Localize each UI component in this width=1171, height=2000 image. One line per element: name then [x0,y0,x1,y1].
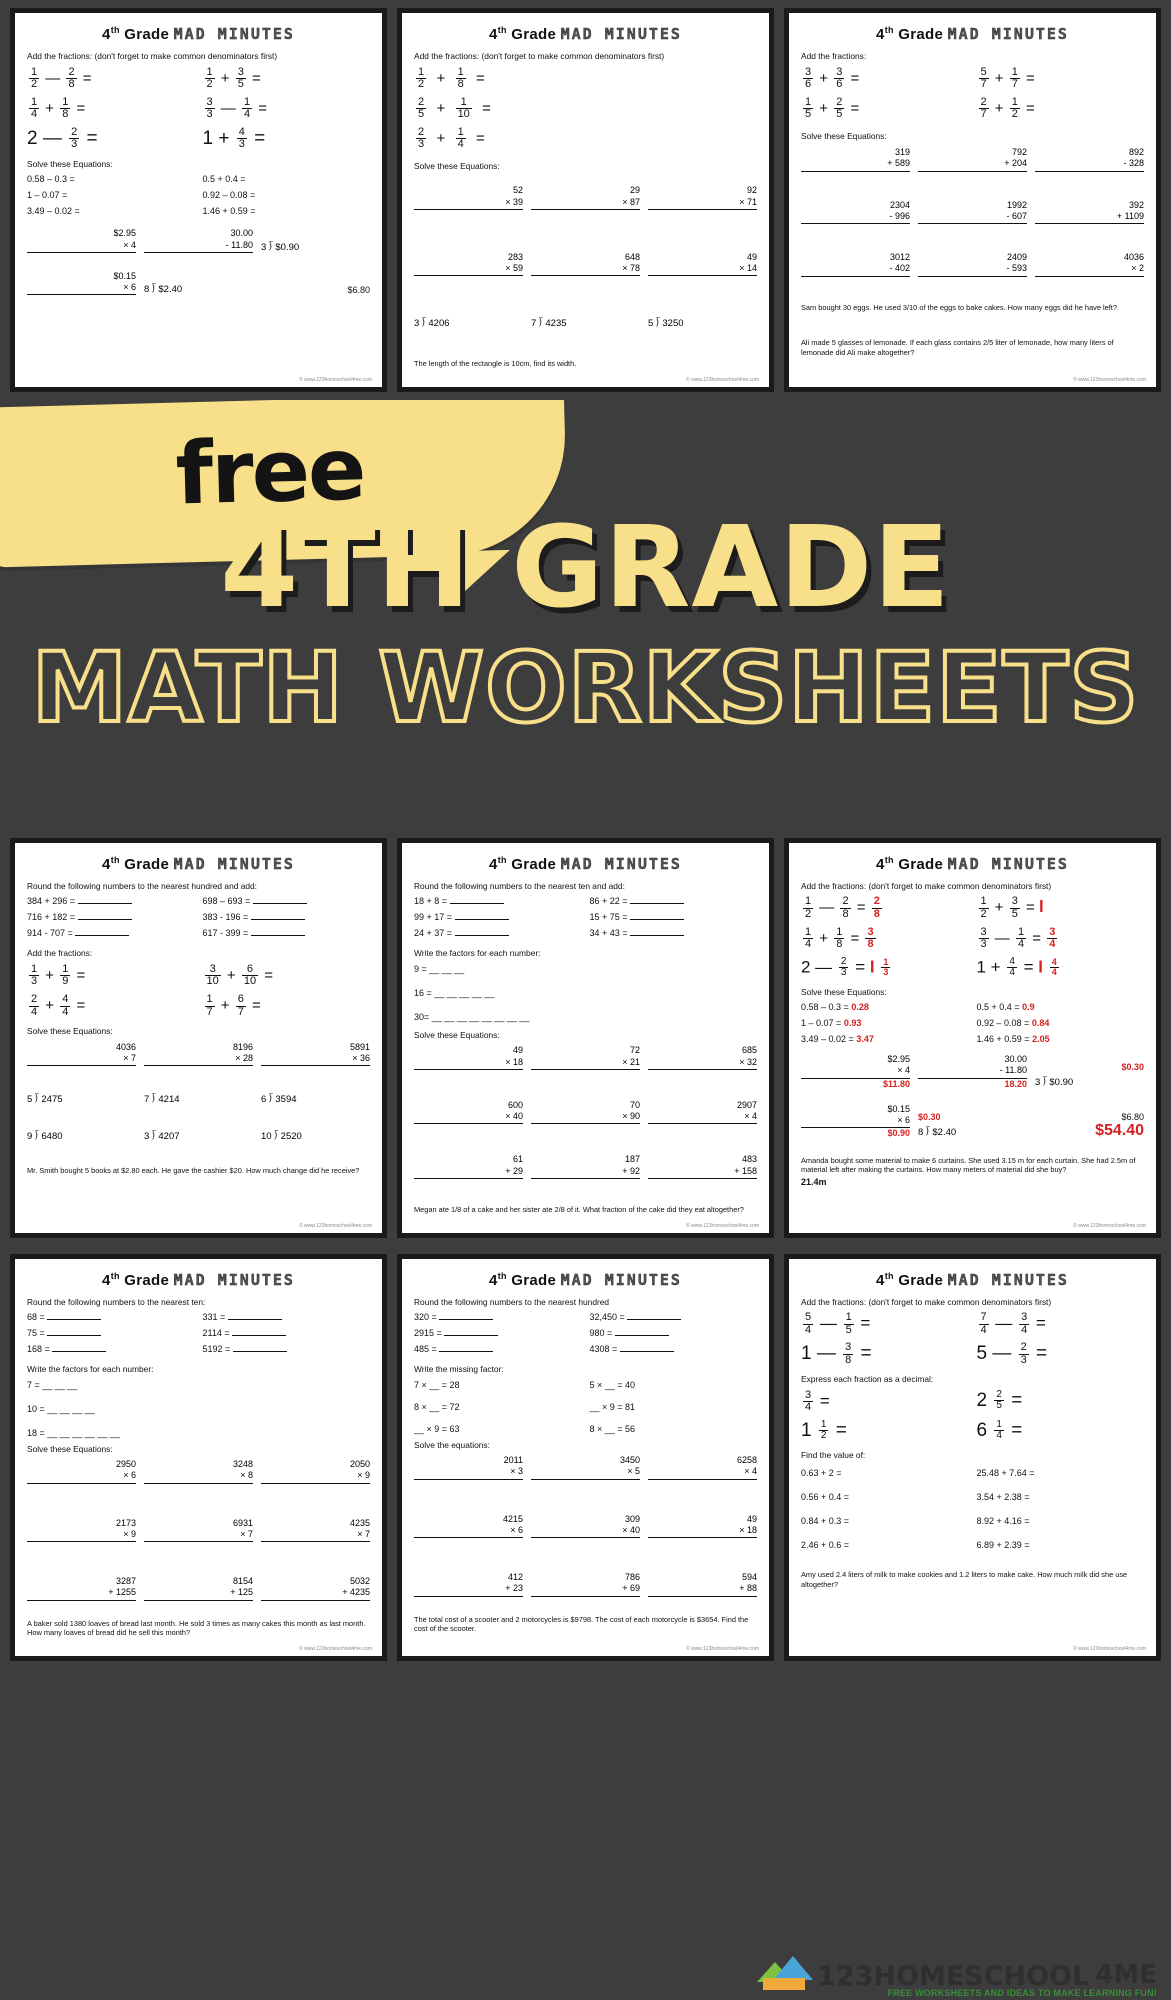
credit: © www.123homeschool4me.com [686,376,759,383]
fraction-problem: $\frac{7}{4}$ — $\frac{3}{4}$ = [980,1311,1046,1336]
column-problem: 6931 × 7 [144,1518,253,1543]
column-problem: 2011 × 3 [414,1455,523,1480]
column-problem: 3287 + 1255 [27,1576,136,1601]
equation: 0.58 – 0.3 = 0.28 [801,1002,869,1013]
division-problem: 6 ⟌ 3594 [261,1094,297,1106]
instruction-equations: Solve these Equations: [27,158,113,169]
missing-factor-problem: 8 × __ = 56 [589,1423,636,1434]
column-problem: $0.15 × 6 $0.90 [801,1104,910,1140]
equation: 1.46 + 0.59 = [202,206,256,217]
column-problem: 283 × 59 [414,252,523,277]
worksheet-thumbnail-3[interactable] [784,8,1161,392]
equation: 2.46 + 0.6 = [801,1540,850,1551]
page-subtitle: MATH WORKSHEETS [31,631,1140,744]
word-problem: The length of the rectangle is 10cm, find its width. [414,359,577,369]
column-problem: 5891 × 36 [261,1042,370,1067]
sheet-title-word: Grade [124,26,170,43]
word-problem-answer: 21.4m [801,1176,827,1187]
rounding-problem: 384 + 296 = [27,896,195,906]
rounding-problem: 68 = [27,1312,195,1322]
rounding-problem: 485 = [414,1344,582,1354]
word-problem: The total cost of a scooter and 2 motorcycles is $9798. The cost of each motorcycle is $3654. Find the cost of the scooter. [414,1614,749,1634]
answer: $0.90 [887,1128,910,1139]
rounding-problem: 4308 = [590,1344,758,1354]
equation: 3.49 – 0.02 = [27,206,80,217]
column-problem: 49 × 18 [414,1045,523,1070]
answer-blank[interactable] [439,1319,493,1320]
instruction-equations: Solve these Equations: [801,130,887,141]
worksheet-thumbnail-9[interactable] [784,1254,1161,1661]
worksheet-thumbnail-5[interactable] [397,838,774,1238]
instruction-equations: Solve these Equations: [27,1026,113,1037]
fraction-to-decimal-problem: 6 $\frac{1}{4}$ = [976,1418,1023,1442]
division-problem: 5 ⟌ 2475 [27,1094,63,1106]
money-value: $6.80 [347,285,370,296]
equation: 0.5 + 0.4 = 0.9 [976,1002,1035,1013]
logo-homeschool: HOMESCHOOL [873,1961,1090,1992]
column-problem: 4036 × 7 [27,1042,136,1067]
column-problem: $2.95 × 4 $11.80 [801,1054,910,1090]
credit: © www.123homeschool4me.com [1073,376,1146,383]
answer: 2.05 [1032,1034,1050,1045]
factor-problem: 16 = __ __ __ __ __ [414,987,495,998]
division-problem: $0.30 8 ⟌ $2.40 [918,1112,1027,1140]
column-problem: 792 + 204 [918,147,1027,172]
fraction-problem: $\frac{5}{4}$ — $\frac{1}{5}$ = [805,1311,871,1336]
division-problem: 3 ⟌ 4207 [144,1131,180,1143]
answer-blank[interactable] [47,1319,101,1320]
column-problem: 72 × 21 [531,1045,640,1070]
missing-factor-problem: __ × 9 = 81 [589,1401,636,1412]
column-problem: 70 × 90 [531,1100,640,1125]
column-problem: 3450 × 5 [531,1455,640,1480]
column-problem: 49 × 14 [648,252,757,277]
missing-factor-problem: __ × 9 = 63 [414,1423,460,1434]
fraction-to-decimal-problem: $\frac{3}{4}$ = [805,1388,830,1414]
column-problem: 8196 × 28 [144,1042,253,1067]
column-problem: 483 + 158 [648,1154,757,1179]
word-problem: A baker sold 1380 loaves of bread last month. He sold 3 times as many cakes this month as last month. How many loaves of bread did he sell this month? [27,1618,366,1638]
equation: 0.56 + 0.4 = [801,1492,850,1503]
fraction-problem: $\frac{1}{2}$ — $\frac{2}{8}$ = $\frac{2}{8}$ [805,895,880,920]
column-problem: 61 + 29 [414,1154,523,1179]
column-problem: 8154 + 125 [144,1576,253,1601]
answer-blank[interactable] [455,935,509,936]
rounding-problem: 34 + 43 = [590,928,758,938]
instruction-factors: Write the factors for each number: [27,1364,154,1375]
column-problem: 30.00 - 11.80 18.20 [918,1054,1027,1090]
worksheet-thumbnail-7[interactable] [10,1254,387,1661]
answer: $0.30 [918,1111,941,1122]
answer-blank[interactable] [251,919,305,920]
equation: 0.5 + 0.4 = [202,174,246,185]
answer: 0.9 [1022,1002,1035,1013]
sheet-title: 4th Grade MAD MINUTES [489,854,682,873]
equation: 0.92 – 0.08 = [202,190,256,201]
instruction-fractions: Add the fractions: (don't forget to make common denominators first) [801,1296,1052,1307]
fraction-problem: $\frac{3}{6}$ + $\frac{3}{6}$ = [805,65,860,91]
fraction-problem: $\frac{1}{2}$ + $\frac{3}{5}$ = [206,65,261,91]
answer-blank[interactable] [630,919,684,920]
equation: 1 – 0.07 = [27,190,68,201]
column-problem: 52 × 39 [414,185,523,210]
sheet-title-grade: 4 [102,26,111,43]
word-problem: Megan ate 1/8 of a cake and her sister ate 2/8 of it. What fraction of the cake did they eat altogether? [414,1204,744,1214]
fraction-problem: $\frac{5}{7}$ + $\frac{1}{7}$ = [980,65,1035,91]
factor-problem: 10 = __ __ __ __ [27,1403,95,1414]
fraction-problem: 1 + $\frac{4}{3}$ = [202,125,266,151]
division-problem: 10 ⟌ 2520 [261,1131,302,1143]
instruction-rounding: Round the following numbers to the nearest ten: [27,1296,206,1307]
fraction-problem: $\frac{1}{5}$ + $\frac{2}{5}$ = [805,95,860,121]
logo-wordmark [817,1963,1089,1990]
money-value: $6.80 $54.40 [1035,1112,1144,1140]
instruction-equations: Solve these Equations: [801,986,887,997]
equation: 25.48 + 7.64 = [976,1468,1035,1479]
logo-4me: 4ME [1095,1960,1157,1990]
answer-blank[interactable] [233,1351,287,1352]
column-problem: 892 - 328 [1035,147,1144,172]
column-problem: 30.00 - 11.80 [144,228,253,253]
instruction-rounding: Round the following numbers to the nearest hundred [414,1296,610,1307]
answer: 0.93 [843,1018,862,1029]
rounding-problem: 914 - 707 = [27,928,195,938]
equation: 8.92 + 4.16 = [976,1516,1030,1527]
equation: 1.46 + 0.59 = 2.05 [976,1034,1050,1045]
rounding-problem: 32,450 = [590,1312,758,1322]
instruction-decimal: Express each fraction as a decimal: [801,1374,934,1385]
rounding-problem: 2114 = [203,1328,371,1338]
rounding-problem: 320 = [414,1312,582,1322]
answer-blank[interactable] [450,903,504,904]
column-problem: 2907 × 4 [648,1100,757,1125]
column-problem: 648 × 78 [531,252,640,277]
fraction-problem: $\frac{1}{3}$ + $\frac{1}{9}$ = [31,962,86,988]
column-problem: 685 × 32 [648,1045,757,1070]
worksheet-grid-top [0,0,1171,400]
rounding-problem: 86 + 22 = [590,896,758,906]
credit: © www.123homeschool4me.com [299,1222,372,1229]
fraction-to-decimal-problem: 2 $\frac{2}{5}$ = [976,1388,1023,1412]
column-problem: 319 + 589 [801,147,910,172]
fraction-problem: $\frac{1}{2}$ + $\frac{1}{8}$ = [418,65,485,91]
fraction-problem: $\frac{1}{4}$ + $\frac{1}{8}$ = $\frac{3}{8}$ [805,925,874,951]
instruction-equations: Solve these Equations: [414,160,500,171]
worksheet-thumbnail-2[interactable] [397,8,774,392]
division-problem: 8 ⟌ $2.40 [144,284,183,296]
worksheet-thumbnail-6-answer-key[interactable] [784,838,1161,1238]
column-problem: 1992 - 607 [918,200,1027,225]
fraction-problem: $\frac{2}{7}$ + $\frac{1}{2}$ = [980,95,1035,121]
credit: © www.123homeschool4me.com [299,376,372,383]
equation: 3.54 + 2.38 = [976,1492,1030,1503]
fraction-problem: 2 — $\frac{2}{3}$ = [27,125,98,151]
fraction-to-decimal-problem: 1 $\frac{1}{2}$ = [801,1418,847,1442]
column-problem: 29 × 87 [531,185,640,210]
instruction-find-value: Find the value of: [801,1449,866,1460]
fraction-problem: $\frac{2}{5}$ + $\frac{1}{10}$ = [418,95,491,121]
answer-blank[interactable] [232,1335,286,1336]
worksheet-thumbnail-4[interactable] [10,838,387,1238]
fraction-problem: $\frac{3}{3}$ — $\frac{1}{4}$ = [206,95,268,121]
answer: $54.40 [1095,1121,1144,1139]
column-problem: $0.15 × 6 [27,271,136,296]
instruction-fractions: Add the fractions: (don't forget to make common denominators first) [27,51,278,61]
answer-blank[interactable] [455,919,509,920]
factor-problem: 9 = __ __ __ [414,963,465,974]
rounding-problem: 617 - 399 = [203,928,371,938]
division-problem: 3 ⟌ $0.90 [261,241,300,253]
sheet-title [27,25,370,43]
column-problem: 392 + 1109 [1035,200,1144,225]
answer: 0.84 [1031,1018,1050,1029]
column-problem: 3248 × 8 [144,1459,253,1484]
answer-blank[interactable] [615,1335,669,1336]
column-problem: 412 + 23 [414,1572,523,1597]
instruction-equations: Solve the equations: [414,1439,490,1450]
column-problem: 2050 × 9 [261,1459,370,1484]
word-problem: Sam bought 30 eggs. He used 3/10 of the eggs to bake cakes. How many eggs did he have left? [801,302,1117,312]
fraction-problem: $\frac{1}{2}$ + $\frac{3}{5}$ = l [980,895,1044,920]
column-problem: $2.95 × 4 [27,228,136,253]
answer-blank[interactable] [52,1351,106,1352]
rounding-problem: 99 + 17 = [414,912,582,922]
fraction-problem: $\frac{1}{4}$ + $\frac{1}{8}$ = [31,95,86,121]
column-problem: 600 × 40 [414,1100,523,1125]
answer-blank[interactable] [228,1319,282,1320]
sheet-title: 4th Grade MAD MINUTES [876,1270,1069,1289]
sheet-title: 4th Grade MAD MINUTES [489,25,682,43]
sheet-title: 4th Grade MAD MINUTES [102,854,295,873]
division-problem: 3 ⟌ 4206 [414,318,450,330]
division-problem: 7 ⟌ 4214 [144,1094,180,1106]
house-base [763,1978,805,1990]
answer-blank[interactable] [630,903,684,904]
instruction-fractions: Add the fractions: [801,51,867,61]
rounding-problem: 75 = [27,1328,195,1338]
page-title: 4TH GRADE [220,502,951,633]
rounding-problem: 15 + 75 = [590,912,758,922]
credit: © www.123homeschool4me.com [686,1222,759,1229]
worksheet-thumbnail-8[interactable] [397,1254,774,1661]
fraction-problem: $\frac{3}{3}$ — $\frac{1}{4}$ = $\frac{3}{4}$ [980,925,1056,951]
rounding-problem: 2915 = [414,1328,582,1338]
answer-blank[interactable] [253,903,307,904]
instruction-missing-factor: Write the missing factor: [414,1364,504,1375]
answer: $11.80 [882,1078,910,1089]
column-problem: 92 × 71 [648,185,757,210]
free-label: free [174,419,366,525]
rounding-problem: 18 + 8 = [414,896,582,906]
equation: 1 – 0.07 = 0.93 [801,1018,862,1029]
answer: 18.20 [1004,1078,1027,1089]
column-problem: 3012 - 402 [801,252,910,277]
title-banner [0,400,1171,830]
answer-blank[interactable] [439,1351,493,1352]
column-problem: 2173 × 9 [27,1518,136,1543]
rounding-problem: 980 = [590,1328,758,1338]
rounding-problem: 716 + 182 = [27,912,195,922]
instruction-rounding: Round the following numbers to the nearest ten and add: [414,880,625,891]
division-problem: 7 ⟌ 4235 [531,318,567,330]
instruction-equations: Solve these Equations: [414,1029,500,1040]
word-problem: Mr. Smith bought 5 books at $2.80 each. He gave the cashier $20. How much change did he receive? [27,1166,360,1176]
factor-problem: 7 = __ __ __ [27,1379,78,1390]
logo-123: 123 [817,1961,874,1992]
house-icon [757,1956,811,1990]
answer-blank[interactable] [620,1351,674,1352]
word-problem: Ali made 5 glasses of lemonade. If each glass contains 2/5 liter of lemonade, how many liters of lemonade did Ali make altogether? [801,338,1114,357]
logo-tagline: FREE WORKSHEETS AND IDEAS TO MAKE LEARNING FUN! [887,1988,1157,1998]
answer: 0.28 [851,1002,869,1013]
word-problem: Amy used 2.4 liters of milk to make cookies and 1.2 liters to make cake. How much milk did she use altogether? [801,1570,1128,1589]
column-problem: 2950 × 6 [27,1459,136,1484]
sheet-title-sup: th [110,25,120,35]
rounding-problem: 331 = [203,1312,371,1322]
column-problem: 594 + 88 [648,1572,757,1597]
division-problem: 5 ⟌ 3250 [648,318,684,330]
fraction-problem: $\frac{2}{4}$ + $\frac{4}{4}$ = [31,993,86,1018]
column-problem: 4235 × 7 [261,1518,370,1543]
worksheet-grid-middle [0,830,1171,1246]
sheet-title: 4th Grade MAD MINUTES [489,1270,682,1289]
credit: © www.123homeschool4me.com [299,1645,372,1652]
factor-problem: 18 = __ __ __ __ __ __ [27,1427,120,1438]
instruction-fractions: Add the fractions: (don't forget to make common denominators first) [801,880,1052,891]
column-problem: 2304 - 996 [801,200,910,225]
sheet-title: 4th Grade MAD MINUTES [102,1270,295,1289]
fraction-problem: $\frac{2}{3}$ + $\frac{1}{4}$ = [418,125,485,151]
division-problem: $0.30 3 ⟌ $0.90 [1035,1061,1144,1088]
word-problem: Amanda bought some material to make 6 curtains. She used 3.15 m for each curtain. She had 2.5m of material left after making the curtains. How many meters of material did she buy? [801,1155,1136,1175]
instruction-factors: Write the factors for each number: [414,948,541,959]
sheet-title-madminutes: MAD MINUTES [173,25,295,43]
credit: © www.123homeschool4me.com [686,1645,759,1652]
column-problem: 6258 × 4 [648,1455,757,1480]
equation: 3.49 – 0.02 = 3.47 [801,1034,874,1045]
answer: 3.47 [856,1034,874,1045]
worksheet-grid-bottom [0,1246,1171,1669]
factor-problem: 30= __ __ __ __ __ __ __ __ [414,1011,530,1022]
fraction-problem: $\frac{1}{7}$ + $\frac{6}{7}$ = [206,993,261,1018]
rounding-problem: 24 + 37 = [414,928,582,938]
column-problem: 4215 × 6 [414,1514,523,1539]
fraction-problem: 5 — $\frac{2}{3}$ = [976,1341,1048,1366]
fraction-problem: $\frac{1}{2}$ — $\frac{2}{8}$ = [31,65,92,91]
missing-factor-problem: 8 × __ = 72 [414,1401,460,1412]
credit: © www.123homeschool4me.com [1073,1222,1146,1229]
column-problem: 5032 + 4235 [261,1576,370,1601]
column-problem: 49 × 18 [648,1514,757,1539]
rounding-problem: 5192 = [203,1344,371,1354]
missing-factor-problem: 5 × __ = 40 [589,1379,636,1390]
fraction-problem: 2 — $\frac{2}{3}$ = l $\frac{1}{3}$ [801,955,889,979]
worksheet-thumbnail-1[interactable] [10,8,387,392]
equation: 6.89 + 2.39 = [976,1540,1030,1551]
instruction-fractions: Add the fractions: [27,948,93,959]
answer-blank[interactable] [444,1335,498,1336]
answer-blank[interactable] [78,903,132,904]
answer-blank[interactable] [627,1319,681,1320]
column-problem: 786 + 69 [531,1572,640,1597]
column-problem: 187 + 92 [531,1154,640,1179]
column-problem: 4036 × 2 [1035,252,1144,277]
answer-blank[interactable] [78,919,132,920]
equation: 0.84 + 0.3 = [801,1516,850,1527]
division-problem: 9 ⟌ 6480 [27,1131,63,1143]
column-problem: 309 × 40 [531,1514,640,1539]
answer: $0.30 [1121,1061,1144,1072]
rounding-problem: 698 – 693 = [203,896,371,906]
fraction-problem: 1 + $\frac{4}{4}$ = l $\frac{4}{4}$ [976,955,1057,979]
equation: 0.63 + 2 = [801,1468,842,1479]
column-problem: 2409 - 593 [918,252,1027,277]
rounding-problem: 383 - 196 = [203,912,371,922]
missing-factor-problem: 7 × __ = 28 [414,1379,460,1390]
sheet-title: 4th Grade MAD MINUTES [876,854,1069,873]
sheet-title: 4th Grade MAD MINUTES [876,25,1069,43]
instruction-equations: Solve these Equations: [27,1443,113,1454]
answer-blank[interactable] [75,935,129,936]
answer-blank[interactable] [630,935,684,936]
answer-blank[interactable] [251,935,305,936]
equation: 0.92 – 0.08 = 0.84 [976,1018,1050,1029]
fraction-problem: $\frac{3}{10}$ + $\frac{6}{10}$ = [206,962,274,988]
site-logo[interactable] [757,1956,1157,1990]
answer-blank[interactable] [47,1335,101,1336]
credit: © www.123homeschool4me.com [1073,1645,1146,1652]
rounding-problem: 168 = [27,1344,195,1354]
house-roof-blue [773,1956,813,1980]
equation: 0.58 – 0.3 = [27,174,75,185]
instruction-rounding: Round the following numbers to the nearest hundred and add: [27,880,258,891]
instruction-fractions: Add the fractions: (don't forget to make common denominators first) [414,51,665,61]
fraction-problem: 1 — $\frac{3}{8}$ = [801,1341,872,1366]
